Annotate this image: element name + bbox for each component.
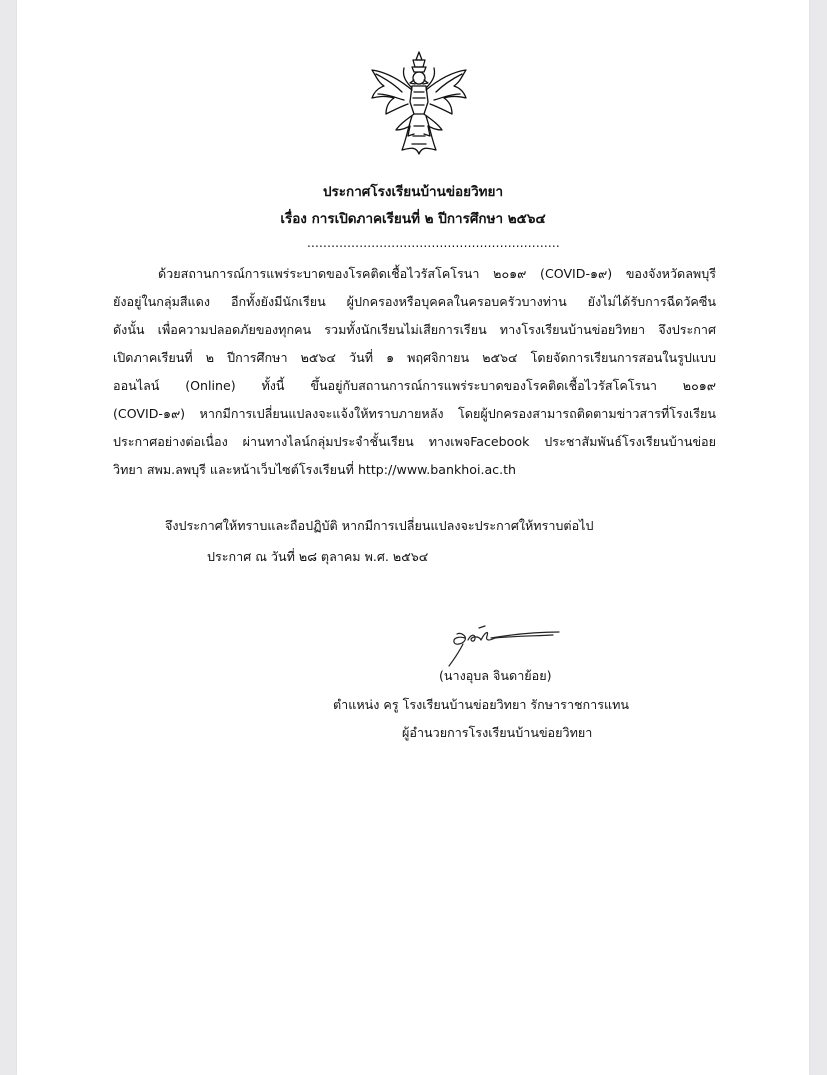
body-line-7: ประกาศอย่างต่อเนื่อง ผ่านทางไลน์กลุ่มประจำชั้นเรียน ทางเพจFacebook ประชาสัมพันธ์โรงเรียนบ้านข่อย bbox=[113, 434, 716, 449]
body-line-4: เปิดภาคเรียนที่ ๒ ปีการศึกษา ๒๕๖๔ วันที่ ๑ พฤศจิกายน ๒๕๖๔ โดยจัดการเรียนการสอนในรูปแบบ bbox=[113, 350, 716, 365]
document-title: ประกาศโรงเรียนบ้านข่อยวิทยา bbox=[322, 184, 504, 200]
separator-dots: ............................................................... bbox=[307, 236, 560, 250]
signer-name: (นางอุบล จินดาย้อย) bbox=[439, 668, 552, 683]
body-line-3: ดังนั้น เพื่อความปลอดภัยของทุกคน รวมทั้งนักเรียนไม่เสียการเรียน ทางโรงเรียนบ้านข่อยวิทยา จึงประกาศ bbox=[113, 322, 716, 337]
signer-position: ตำแหน่ง ครู โรงเรียนบ้านข่อยวิทยา รักษาราชการแทน bbox=[333, 697, 630, 712]
document-page bbox=[17, 0, 809, 1075]
announcement-date: ประกาศ ณ วันที่ ๒๘ ตุลาคม พ.ศ. ๒๕๖๔ bbox=[207, 549, 429, 564]
body-line-6: (COVID-๑๙) หากมีการเปลี่ยนแปลงจะแจ้งให้ทราบภายหลัง โดยผู้ปกครองสามารถติดตามข่าวสารที่โรงเรียน bbox=[113, 406, 716, 421]
closing-statement: จึงประกาศให้ทราบและถือปฏิบัติ หากมีการเปลี่ยนแปลงจะประกาศให้ทราบต่อไป bbox=[165, 518, 594, 533]
body-line-1: ด้วยสถานการณ์การแพร่ระบาดของโรคติดเชื้อไวรัสโคโรนา ๒๐๑๙ (COVID-๑๙) ของจังหวัดลพบุรี bbox=[158, 266, 716, 281]
signature-icon bbox=[435, 622, 560, 670]
garuda-emblem-icon bbox=[362, 50, 477, 158]
document-subject: เรื่อง การเปิดภาคเรียนที่ ๒ ปีการศึกษา ๒๕๖๔ bbox=[280, 211, 546, 227]
body-line-2: ยังอยู่ในกลุ่มสีแดง อีกทั้งยังมีนักเรียน ผู้ปกครองหรือบุคคลในครอบครัวบางท่าน ยังไม่ได้รับการฉีดวัคซีน bbox=[113, 294, 716, 309]
signer-acting-title: ผู้อำนวยการโรงเรียนบ้านข่อยวิทยา bbox=[402, 725, 593, 740]
body-line-8: วิทยา สพม.ลพบุรี และหน้าเว็บไซต์โรงเรียนที่ http://www.bankhoi.ac.th bbox=[113, 462, 517, 477]
body-line-5: ออนไลน์ (Online) ทั้งนี้ ขึ้นอยู่กับสถานการณ์การแพร่ระบาดของโรคติดเชื้อไวรัสโคโรนา ๒๐๑๙ bbox=[113, 378, 716, 393]
